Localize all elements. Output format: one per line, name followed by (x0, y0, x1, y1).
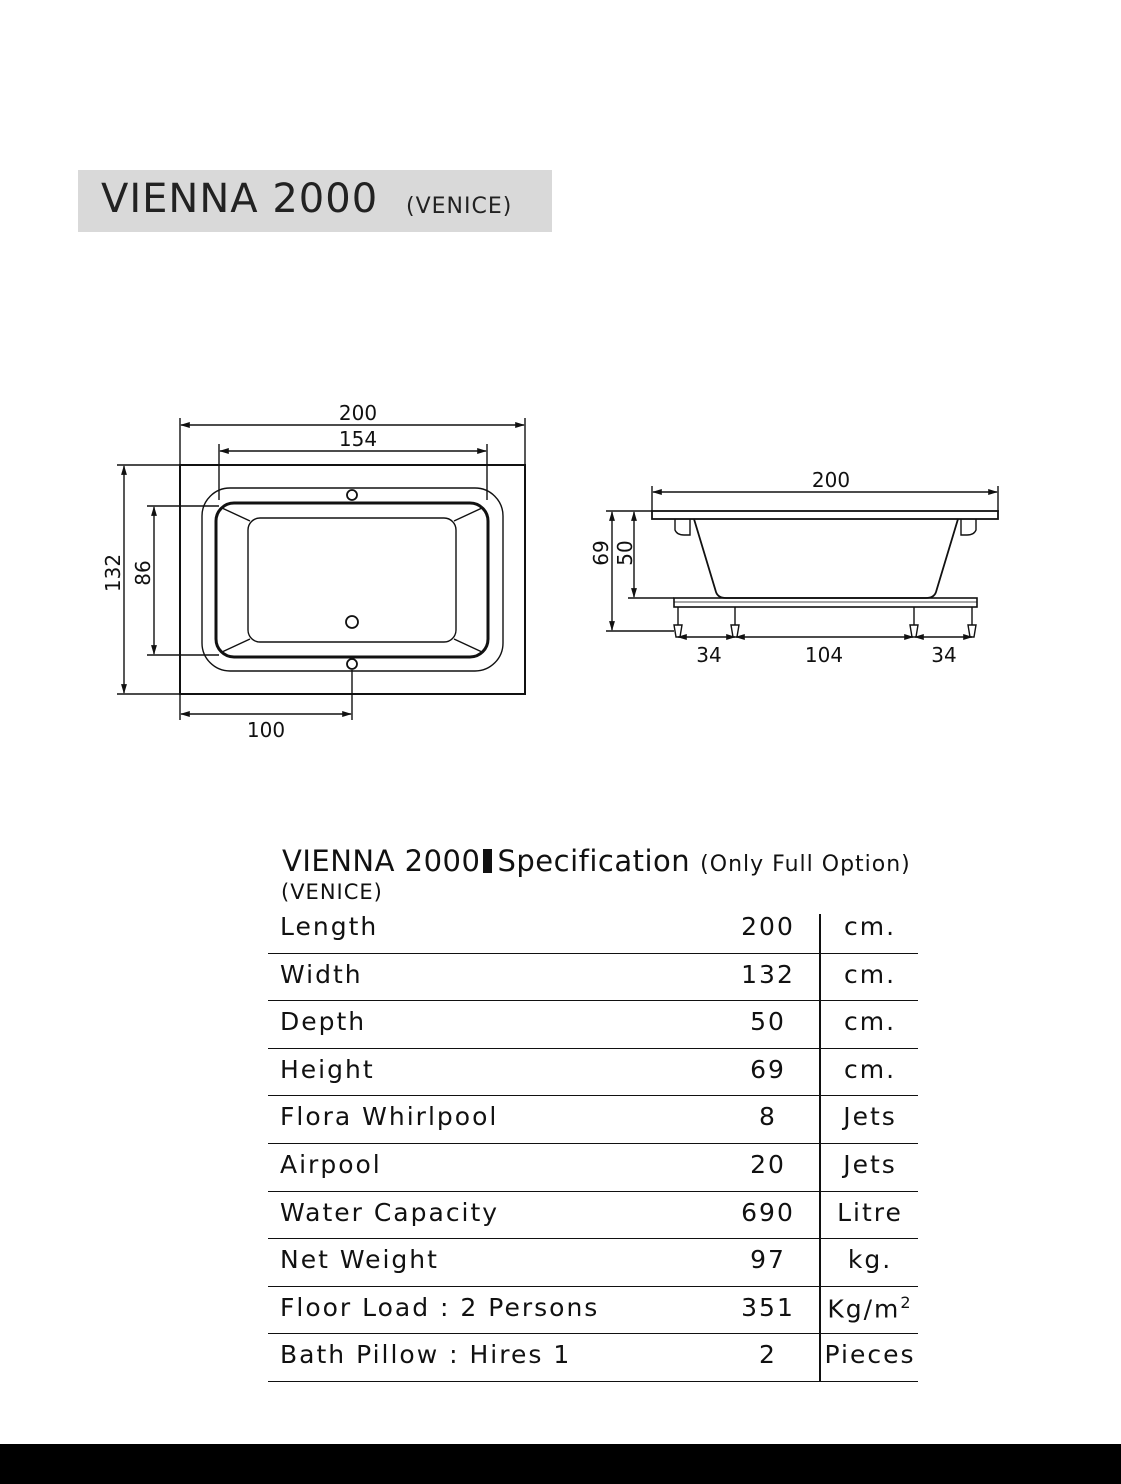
row-unit: Jets (843, 1102, 897, 1132)
row-value: 132 (741, 959, 795, 989)
row-value: 2 (759, 1340, 777, 1370)
top-dim-86: 86 (131, 560, 155, 586)
row-label: Depth (280, 1007, 367, 1037)
side-dim-34-left: 34 (696, 643, 722, 667)
table-row (268, 1239, 918, 1287)
top-view (117, 418, 525, 720)
unit-superscript: 2 (900, 1292, 913, 1312)
row-label: Length (280, 912, 379, 941)
spec-heading-word: Specification (497, 844, 691, 878)
footer-bar (0, 1444, 1121, 1484)
row-unit (821, 1293, 919, 1323)
row-unit: kg. (847, 1245, 893, 1275)
table-row (268, 906, 918, 954)
row-value: 690 (741, 1197, 795, 1227)
product-subtitle: (VENICE) (406, 194, 513, 219)
side-dim-200: 200 (811, 468, 851, 492)
row-label: Bath Pillow : Hires 1 (280, 1340, 572, 1370)
table-row (268, 1001, 918, 1049)
row-value: 20 (750, 1149, 786, 1179)
side-view (606, 486, 998, 637)
table-row (268, 1192, 918, 1240)
top-dim-154: 154 (338, 427, 378, 451)
heading-bar-mark (483, 849, 492, 873)
spec-heading-option: (Only Full Option) (700, 852, 911, 877)
top-dim-132: 132 (101, 553, 125, 593)
row-label: Width (280, 959, 363, 989)
table-row (268, 1144, 918, 1192)
side-dim-34-right: 34 (931, 643, 957, 667)
side-dim-50: 50 (613, 540, 637, 566)
side-dim-69: 69 (589, 540, 613, 566)
row-value: 8 (759, 1102, 777, 1132)
top-dim-200: 200 (338, 401, 378, 425)
top-dim-100: 100 (246, 718, 286, 742)
row-value: 69 (750, 1054, 786, 1084)
row-unit: cm. (843, 1054, 897, 1084)
table-row (268, 1334, 918, 1382)
row-label: Floor Load : 2 Persons (280, 1292, 600, 1322)
row-label: Net Weight (280, 1245, 439, 1275)
spec-rows (268, 906, 918, 1382)
row-value: 351 (741, 1292, 795, 1322)
table-row (268, 1049, 918, 1097)
row-unit: cm. (843, 1007, 897, 1037)
table-row (268, 954, 918, 1002)
spec-subheading: (VENICE) (281, 880, 383, 904)
unit-text: Kg/m (827, 1294, 901, 1324)
side-dim-104: 104 (804, 643, 844, 667)
row-value: 200 (741, 912, 795, 941)
row-label: Flora Whirlpool (280, 1102, 499, 1132)
row-value: 97 (750, 1245, 786, 1275)
row-unit: cm. (843, 912, 897, 941)
row-label: Water Capacity (280, 1197, 500, 1227)
row-unit: Litre (837, 1197, 903, 1227)
spec-heading (282, 844, 911, 878)
table-row (268, 1287, 918, 1335)
row-value: 50 (750, 1007, 786, 1037)
row-unit: Pieces (824, 1340, 916, 1370)
product-title: VIENNA 2000 (101, 176, 379, 222)
table-row (268, 1096, 918, 1144)
row-label: Airpool (280, 1149, 382, 1179)
row-label: Height (280, 1054, 375, 1084)
row-unit: Jets (843, 1149, 897, 1179)
spec-heading-name: VIENNA 2000 (282, 844, 481, 878)
row-unit: cm. (843, 959, 897, 989)
